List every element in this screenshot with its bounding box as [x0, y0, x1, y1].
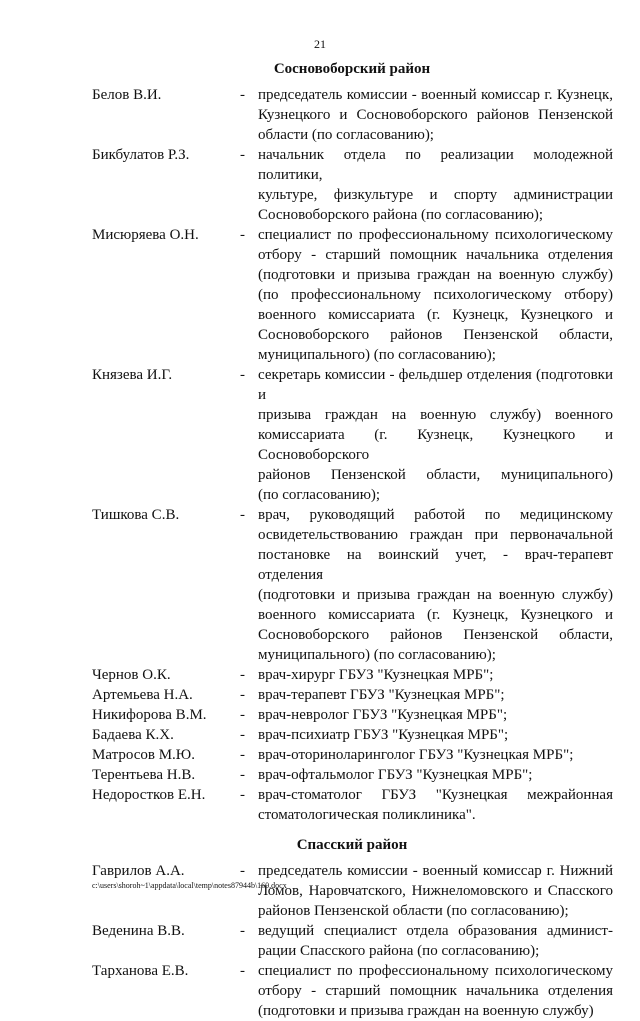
role-line: (по согласованию);	[258, 487, 381, 503]
member-name: Артемьева Н.А.	[92, 687, 193, 703]
role-line: рации Спасского района (по согласованию);	[258, 943, 540, 959]
role-line: врач-хирург ГБУЗ "Кузнецкая МРБ";	[258, 667, 494, 683]
member-entry	[0, 685, 640, 705]
role-line: военного комиссариата (г. Кузнецк, Кузнецкого и	[258, 307, 613, 323]
footer-file-path: c:\users\shoroh~1\appdata\local\temp\notes87944b\160.docx	[92, 881, 287, 890]
role-line: Кузнецкого и Сосновоборского районов Пензенской	[258, 107, 613, 123]
member-entry	[0, 365, 640, 505]
section-title: Сосновоборский район	[273, 61, 431, 77]
member-role	[258, 745, 613, 765]
member-entry	[0, 785, 640, 825]
entry-dash: -	[240, 747, 245, 763]
member-entry	[0, 745, 640, 765]
member-name: Веденина В.В.	[92, 923, 185, 939]
member-name: Гаврилов А.А.	[92, 863, 185, 879]
member-name: Белов В.И.	[92, 87, 162, 103]
role-line: специалист по профессиональному психологическому	[258, 963, 613, 979]
member-role	[258, 665, 613, 685]
entry-dash: -	[240, 507, 245, 523]
member-name: Мисюряева О.Н.	[92, 227, 199, 243]
member-role	[258, 365, 613, 505]
role-line: председатель комиссии - военный комиссар г. Нижний	[258, 863, 613, 879]
role-line: военного комиссариата (г. Кузнецк, Кузнецкого и	[258, 607, 613, 623]
entry-dash: -	[240, 963, 245, 979]
member-name: Никифорова В.М.	[92, 707, 207, 723]
member-role	[258, 765, 613, 785]
member-name: Тишкова С.В.	[92, 507, 180, 523]
member-entry	[0, 505, 640, 665]
entry-dash: -	[240, 667, 245, 683]
member-entry	[0, 961, 640, 1021]
member-entry	[0, 225, 640, 365]
role-line: врач-офтальмолог ГБУЗ "Кузнецкая МРБ";	[258, 767, 533, 783]
role-line: культуре, физкультуре и спорту администрации	[258, 187, 613, 203]
member-name: Терентьева Н.В.	[92, 767, 196, 783]
role-line: Сосновоборского районов Пензенской области,	[258, 627, 613, 643]
role-line: врач-психиатр ГБУЗ "Кузнецкая МРБ";	[258, 727, 509, 743]
member-role	[258, 725, 613, 745]
role-line: (подготовки и призыва граждан на военную службу)	[258, 1003, 594, 1019]
role-line: муниципального) (по согласованию);	[258, 347, 496, 363]
role-line: врач-терапевт ГБУЗ "Кузнецкая МРБ";	[258, 687, 505, 703]
role-line: районов Пензенской области, муниципального)	[258, 467, 613, 483]
entry-dash: -	[240, 367, 245, 383]
entry-dash: -	[240, 227, 245, 243]
member-role	[258, 861, 613, 921]
role-line: врач-оториноларинголог ГБУЗ "Кузнецкая МРБ";	[258, 747, 574, 763]
member-name: Недоростков Е.Н.	[92, 787, 206, 803]
member-role	[258, 85, 613, 145]
role-line: (подготовки и призыва граждан на военную службу)	[258, 587, 613, 603]
member-entry	[0, 705, 640, 725]
member-role	[258, 705, 613, 725]
page-number: 21	[314, 37, 326, 51]
member-role	[258, 961, 613, 1021]
role-line: (по профессиональному психологическому отбору)	[258, 287, 613, 303]
entry-dash: -	[240, 863, 245, 879]
entry-dash: -	[240, 87, 245, 103]
member-name: Князева И.Г.	[92, 367, 173, 383]
entry-dash: -	[240, 707, 245, 723]
entry-dash: -	[240, 787, 245, 803]
role-line: районов Пензенской области (по согласованию);	[258, 903, 569, 919]
member-role	[258, 505, 613, 665]
member-entry	[0, 765, 640, 785]
role-line: призыва граждан на военную службу) военного	[258, 407, 613, 423]
member-role	[258, 921, 613, 961]
role-line: начальник отдела по реализации молодежной политики,	[258, 147, 613, 183]
entry-dash: -	[240, 727, 245, 743]
member-entry	[0, 921, 640, 961]
role-line: комиссариата (г. Кузнецк, Кузнецкого и Сосновоборского	[258, 427, 613, 463]
member-role	[258, 685, 613, 705]
member-entry	[0, 725, 640, 745]
role-line: стоматологическая поликлиника".	[258, 807, 476, 823]
member-entry	[0, 665, 640, 685]
member-name: Бадаева К.Х.	[92, 727, 174, 743]
document-body	[0, 59, 640, 1021]
member-role	[258, 785, 613, 825]
role-line: Сосновоборского районов Пензенской области,	[258, 327, 613, 343]
role-line: отбору - старший помощник начальника отделения	[258, 247, 613, 263]
entry-dash: -	[240, 687, 245, 703]
role-line: Ломов, Наровчатского, Нижнеломовского и Спасского	[258, 883, 613, 899]
role-line: отбору - старший помощник начальника отделения	[258, 983, 613, 999]
member-entry	[0, 145, 640, 225]
member-name: Бикбулатов Р.З.	[92, 147, 190, 163]
section-title: Спасский район	[296, 837, 408, 853]
role-line: освидетельствованию граждан при первоначальной	[258, 527, 613, 543]
role-line: специалист по профессиональному психологическому	[258, 227, 613, 243]
member-role	[258, 145, 613, 225]
entry-dash: -	[240, 767, 245, 783]
role-line: врач-невролог ГБУЗ "Кузнецкая МРБ";	[258, 707, 508, 723]
member-entry	[0, 861, 640, 921]
entry-dash: -	[240, 147, 245, 163]
entry-dash: -	[240, 923, 245, 939]
member-entry	[0, 85, 640, 145]
role-line: постановке на воинский учет, - врач-терапевт отделения	[258, 547, 613, 583]
role-line: ведущий специалист отдела образования админист-	[258, 923, 613, 939]
role-line: врач, руководящий работой по медицинскому	[258, 507, 613, 523]
role-line: Сосновоборского района (по согласованию);	[258, 207, 544, 223]
role-line: муниципального) (по согласованию);	[258, 647, 496, 663]
member-role	[258, 225, 613, 365]
role-line: председатель комиссии - военный комиссар г. Кузнецк,	[258, 87, 613, 103]
member-name: Тарханова Е.В.	[92, 963, 189, 979]
member-name: Матросов М.Ю.	[92, 747, 195, 763]
role-line: секретарь комиссии - фельдшер отделения (подготовки и	[258, 367, 613, 403]
member-name: Чернов О.К.	[92, 667, 171, 683]
role-line: области (по согласованию);	[258, 127, 434, 143]
role-line: (подготовки и призыва граждан на военную службу)	[258, 267, 613, 283]
role-line: врач-стоматолог ГБУЗ "Кузнецкая межрайонная	[258, 787, 613, 803]
